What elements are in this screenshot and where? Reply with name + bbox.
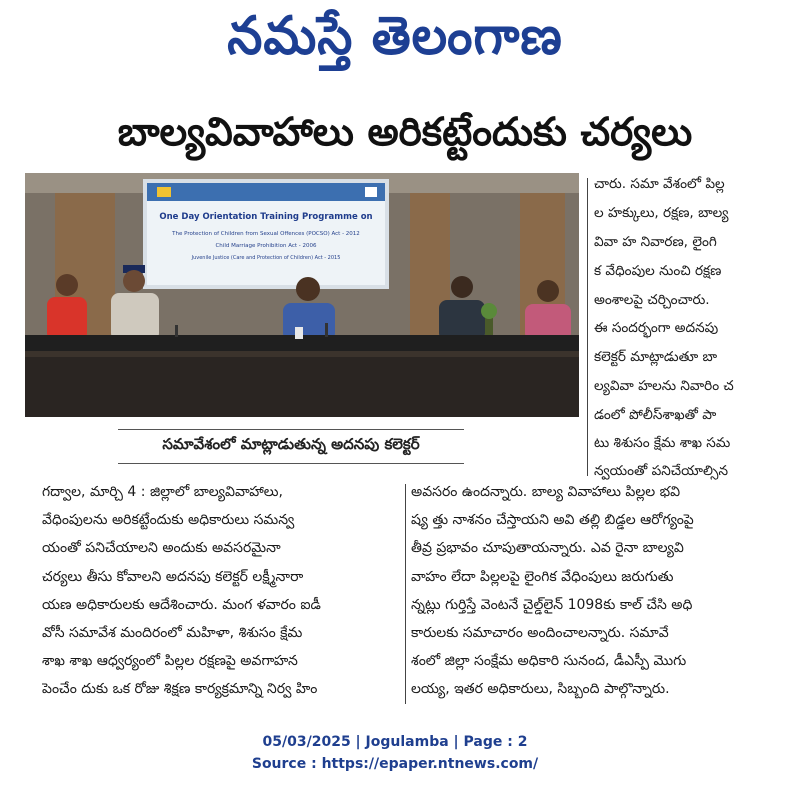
right-column-line: క వేధింపుల నుంచి రక్షణ	[594, 263, 722, 279]
banner-line-2: The Protection of Children from Sexual Offences (POCSO) Act - 2012	[172, 231, 360, 237]
middle-column-line: తీవ్ర ప్రభావం చూపుతాయన్నారు. ఎవ రైనా బాల్యవి	[411, 540, 684, 556]
right-column-line: ఈ సందర్భంగా అదనపు	[594, 320, 719, 336]
left-column-line: యణ అధికారులకు ఆదేశించారు. మంగ ళవారం ఐడీ	[42, 597, 321, 613]
right-column-line: ల్యవివా హలను నివారిం చ	[594, 378, 734, 394]
right-column-line: న్వయంతో పనిచేయాల్సిన	[594, 463, 728, 479]
middle-column-line: లయ్య, ఇతర అధికారులు, సిబ్బంది పాల్గొన్నారు.	[411, 681, 670, 697]
banner-line-1: One Day Orientation Training Programme on	[159, 212, 373, 222]
paragraph-divider	[405, 484, 406, 704]
right-column-line: కలెక్టర్ మాట్లాడుతూ బా	[594, 349, 718, 365]
middle-column-line: వాహం లేదా పిల్లలపై లైంగిక వేధింపులు జరుగుతు	[411, 569, 674, 585]
middle-column-line: శంలో జిల్లా సంక్షేమ అధికారి సునంద, డీఎస్పీ మొగు	[411, 653, 687, 669]
photo-caption: సమావేశంలో మాట్లాడుతున్న అదనపు కలెక్టర్	[162, 435, 420, 453]
left-column-line: చర్యలు తీసు కోవాలని అదనపు కలెక్టర్ లక్ష్మీనారా	[42, 569, 304, 585]
footer-date-line: 05/03/2025 | Jogulamba | Page : 2	[262, 734, 528, 750]
banner-line-4: Juvenile Justice (Care and Protection of Children) Act - 2015	[191, 255, 341, 261]
middle-column-line: ష్య త్తు నాశనం చేస్తాయని అవి తల్లి బిడ్డల ఆరోగ్యంపై	[411, 512, 694, 528]
left-column-line: యంతో పనిచేయాలని అందుకు అవసరమైనా	[42, 540, 281, 556]
right-column-line: చారు. సమా వేశంలో పిల్ల	[594, 176, 725, 192]
caption-top-rule	[118, 429, 464, 430]
right-column-line: ల హక్కులు, రక్షణ, బాల్య	[594, 205, 729, 221]
middle-column-line: అవసరం ఉందన్నారు. బాల్య వివాహాలు పిల్లల భవి	[411, 484, 681, 500]
banner-line-3: Child Marriage Prohibition Act - 2006	[215, 243, 317, 249]
middle-column-line: న్నట్లు గుర్తిస్తే వెంటనే చైల్డ్‌లైన్ 1098కు కాల్ చేసి అధి	[411, 597, 693, 613]
right-column-line: టు శిశుసం క్షేమ శాఖ సమ	[594, 435, 731, 451]
right-column-line: అంశాలపై చర్చించారు.	[594, 292, 710, 308]
caption-bottom-rule	[118, 463, 464, 464]
footer-source-line: Source : https://epaper.ntnews.com/	[251, 756, 539, 772]
column-divider	[587, 178, 588, 476]
left-column-line: వేధింపులను అరికట్టేందుకు అధికారులు సమన్వ	[42, 512, 295, 528]
right-column-line: వివా హ నివారణ, లైంగి	[594, 234, 717, 250]
article-headline: బాల్యవివాహాలు అరికట్టేందుకు చర్యలు	[117, 110, 693, 155]
left-column-line: వోసీ సమావేశ మందిరంలో మహిళా, శిశుసం క్షేమ	[42, 625, 303, 641]
article-photo	[25, 173, 579, 417]
middle-column-line: కారులకు సమాచారం అందించాలన్నారు. సమావే	[411, 625, 669, 641]
right-column-line: డంలో పోలీస్‌శాఖతో పా	[594, 407, 717, 423]
left-column-line: శాఖ శాఖ ఆధ్వర్యంలో పిల్లల రక్షణపై అవగాహన	[42, 653, 298, 669]
left-column-line: గద్వాల, మార్చి 4 : జిల్లాలో బాల్యవివాహాలు,	[42, 484, 283, 500]
left-column-line: పెంచేం దుకు ఒక రోజు శిక్షణ కార్యక్రమాన్ని నిర్వ హిం	[42, 681, 318, 697]
newspaper-masthead: నమస్తే తెలంగాణ	[227, 4, 563, 66]
